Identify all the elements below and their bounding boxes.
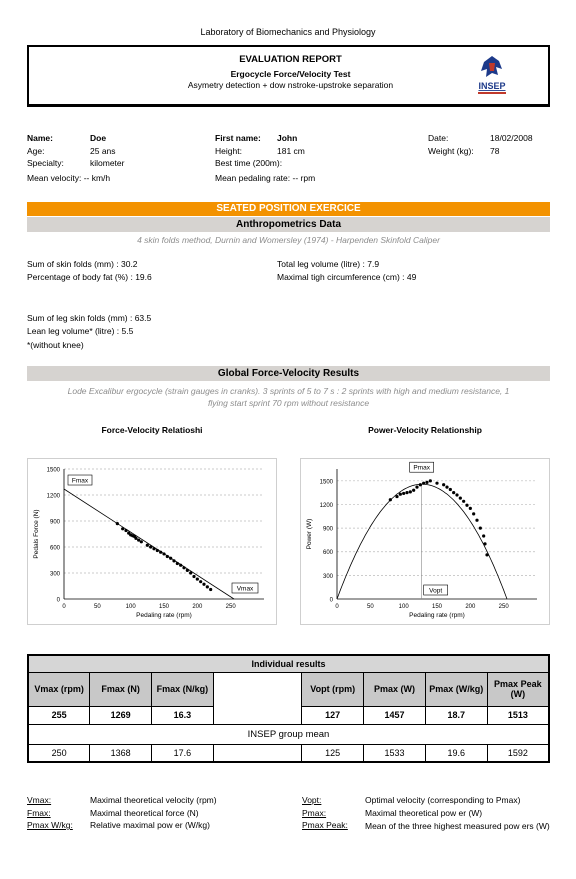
def-desc-vmax: Maximal theoretical velocity (rpm)	[90, 795, 217, 805]
fv-data-point	[156, 549, 159, 552]
report-subtitle: Asymetry detection + dow nstroke-upstroke separation	[187, 80, 394, 90]
pv-data-point	[483, 542, 486, 545]
gm-pmax-kg: 19.6	[425, 744, 487, 762]
knee-note: *(without knee)	[27, 340, 84, 350]
fv-fit-line	[64, 489, 234, 599]
fv-y-tick-label: 300	[49, 571, 60, 578]
pv-data-point	[412, 489, 415, 492]
pv-data-point	[455, 493, 458, 496]
fv-data-point	[152, 547, 155, 550]
fv-y-tick-label: 1200	[46, 493, 60, 500]
gm-vmax: 250	[28, 744, 90, 762]
fv-x-tick-label: 50	[93, 604, 101, 610]
pv-y-tick-label: 1500	[319, 479, 333, 486]
pv-data-point	[409, 490, 412, 493]
pv-data-point	[422, 482, 425, 485]
specialty-label: Specialty:	[27, 158, 64, 168]
def-desc-pmax: Maximal theoretical pow er (W)	[365, 808, 483, 818]
def-term-vopt: Vopt:	[302, 795, 322, 805]
pv-x-tick-label: 250	[498, 604, 509, 610]
fv-data-point	[179, 564, 182, 567]
fv-data-point	[176, 562, 179, 565]
fv-data-point	[192, 575, 195, 578]
anthropometrics-title: Anthropometrics Data	[27, 217, 550, 232]
pv-data-point	[485, 553, 488, 556]
gm-fmax: 1368	[90, 744, 152, 762]
pv-data-point	[415, 486, 418, 489]
fv-x-tick-label: 200	[192, 604, 203, 610]
date-label: Date:	[428, 133, 449, 143]
fv-data-point	[121, 527, 124, 530]
pv-x-tick-label: 50	[366, 604, 374, 610]
pv-data-point	[395, 495, 398, 498]
lab-name: Laboratory of Biomechanics and Physiology	[200, 27, 376, 37]
fv-x-axis-label: Pedaling rate (rpm)	[136, 612, 192, 619]
def-desc-pmax-kg: Relative maximal pow er (W/kg)	[90, 820, 210, 830]
pv-data-point	[442, 483, 445, 486]
pv-chart	[300, 458, 550, 625]
val-fmax-kg: 16.3	[152, 706, 214, 724]
hdr-spacer	[213, 672, 301, 706]
pv-x-axis-label: Pedaling rate (rpm)	[409, 612, 465, 619]
firstname-value: John	[277, 133, 298, 143]
pv-x-tick-label: 200	[465, 604, 476, 610]
body-fat: Percentage of body fat (%) : 19.6	[27, 272, 152, 282]
pv-data-point	[465, 504, 468, 507]
hdr-vopt: Vopt (rpm)	[302, 672, 364, 706]
global-results-title: Global Force-Velocity Results	[27, 366, 550, 381]
fv-data-point	[199, 580, 202, 583]
def-term-fmax: Fmax:	[27, 808, 51, 818]
gm-vopt: 125	[302, 744, 364, 762]
pv-data-point	[389, 498, 392, 501]
pv-pmax-annotation: Pmax	[413, 464, 430, 472]
fv-data-point	[202, 583, 205, 586]
val-spacer	[213, 706, 301, 724]
pv-data-point	[462, 500, 465, 503]
pv-data-point	[405, 491, 408, 494]
group-mean-title: INSEP group mean	[28, 724, 549, 744]
pv-data-point	[469, 507, 472, 510]
besttime-label: Best time (200m):	[215, 158, 283, 168]
def-term-pmax: Pmax:	[302, 808, 327, 818]
pv-data-point	[482, 534, 485, 537]
pv-data-point	[425, 481, 428, 484]
pv-data-point	[472, 512, 475, 515]
fv-data-point	[209, 588, 212, 591]
individual-results-title: Individual results	[28, 655, 549, 672]
fv-fmax-annotation: Fmax	[71, 477, 89, 485]
fv-data-point	[206, 585, 209, 588]
pv-data-point	[479, 526, 482, 529]
gm-fmax-kg: 17.6	[152, 744, 214, 762]
pv-y-tick-label: 900	[322, 526, 333, 533]
fv-data-point	[182, 566, 185, 569]
fv-x-tick-label: 150	[158, 604, 170, 610]
pv-x-tick-label: 100	[398, 604, 409, 610]
lean-leg-volume: Lean leg volume* (litre) : 5.5	[27, 326, 134, 336]
fv-chart-title: Force-Velocity Relatioshi	[101, 425, 203, 435]
fv-data-point	[116, 522, 119, 525]
pv-x-tick-label: 0	[335, 604, 339, 610]
pv-data-point	[475, 519, 478, 522]
report-title: EVALUATION REPORT	[239, 54, 342, 65]
global-desc-line2: flying start sprint 70 rpm without resistance	[207, 398, 370, 408]
def-term-vmax: Vmax:	[27, 795, 52, 805]
hdr-pmax-kg: Pmax (W/kg)	[425, 672, 487, 706]
pv-data-point	[435, 482, 438, 485]
weight-value: 78	[490, 146, 500, 156]
val-vmax: 255	[28, 706, 90, 724]
hdr-pmax: Pmax (W)	[364, 672, 426, 706]
hdr-fmax-kg: Fmax (N/kg)	[152, 672, 214, 706]
pv-y-tick-label: 300	[322, 573, 333, 580]
fv-y-axis-label: Pedals Force (N)	[33, 509, 40, 559]
pv-data-point	[452, 491, 455, 494]
def-term-pmax-kg: Pmax W/kg:	[27, 820, 73, 830]
height-label: Height:	[215, 146, 242, 156]
pv-x-tick-label: 150	[431, 604, 443, 610]
val-pmax-peak: 1513	[487, 706, 549, 724]
age-value: 25 ans	[90, 146, 116, 156]
fv-data-point	[134, 537, 137, 540]
hdr-vmax: Vmax (rpm)	[28, 672, 90, 706]
fv-y-tick-label: 600	[49, 545, 60, 552]
fv-data-point	[186, 569, 189, 572]
fv-data-point	[189, 571, 192, 574]
def-desc-fmax: Maximal theoretical force (N)	[90, 808, 199, 818]
pv-fit-curve	[337, 484, 507, 599]
fv-data-point	[162, 552, 165, 555]
def-desc-vopt: Optimal velocity (corresponding to Pmax)	[365, 795, 521, 805]
pv-vopt-annotation: Vopt	[429, 587, 443, 595]
hdr-fmax: Fmax (N)	[90, 672, 152, 706]
name-label: Name:	[27, 133, 53, 143]
mean-velocity: Mean velocity: -- km/h	[27, 173, 111, 183]
fv-y-tick-label: 0	[56, 597, 60, 604]
fv-x-tick-label: 250	[225, 604, 236, 610]
global-desc-line1: Lode Excalibur ergocycle (strain gauges in cranks). 3 sprints of 5 to 7 s : 2 sprints with high and medium resistance, 1	[67, 386, 510, 396]
fv-data-point	[166, 555, 169, 558]
fv-y-tick-label: 1500	[46, 467, 60, 474]
val-fmax: 1269	[90, 706, 152, 724]
gm-spacer	[213, 744, 301, 762]
insep-logo-icon	[472, 53, 512, 99]
logo-wordmark: INSEP	[478, 81, 506, 91]
pv-data-point	[419, 483, 422, 486]
fv-chart	[27, 458, 277, 625]
height-value: 181 cm	[277, 146, 305, 156]
pv-chart-title: Power-Velocity Relationship	[368, 425, 482, 435]
date-value: 18/02/2008	[490, 133, 533, 143]
age-label: Age:	[27, 146, 45, 156]
pv-chart-svg	[301, 459, 549, 624]
hdr-pmax-peak: Pmax Peak (W)	[487, 672, 549, 706]
val-pmax-kg: 18.7	[425, 706, 487, 724]
fv-y-tick-label: 900	[49, 519, 60, 526]
mean-pedaling-rate: Mean pedaling rate: -- rpm	[215, 173, 316, 183]
insep-logo	[472, 53, 512, 99]
firstname-label: First name:	[215, 133, 261, 143]
report-header-box	[27, 45, 550, 107]
report-test-name: Ergocycle Force/Velocity Test	[230, 69, 351, 79]
val-pmax: 1457	[364, 706, 426, 724]
pv-data-point	[449, 488, 452, 491]
fv-data-point	[137, 538, 140, 541]
fv-data-point	[140, 540, 143, 543]
pv-data-point	[429, 479, 432, 482]
def-term-pmax-peak: Pmax Peak:	[302, 820, 348, 830]
pv-data-point	[459, 497, 462, 500]
pv-y-tick-label: 1200	[319, 502, 333, 509]
individual-results-table	[27, 654, 550, 763]
thigh-circumference: Maximal tigh circumference (cm) : 49	[277, 272, 417, 282]
fv-chart-svg	[28, 459, 276, 624]
pv-y-tick-label: 0	[329, 597, 333, 604]
anthropometrics-method: 4 skin folds method, Durnin and Womersley (1974) - Harpenden Skinfold Caliper	[137, 235, 440, 245]
fv-data-point	[149, 545, 152, 548]
name-value: Doe	[90, 133, 107, 143]
fv-data-point	[169, 557, 172, 560]
val-vopt: 127	[302, 706, 364, 724]
fv-data-point	[196, 577, 199, 580]
fv-x-tick-label: 100	[125, 604, 136, 610]
fv-x-tick-label: 0	[62, 604, 66, 610]
pv-data-point	[402, 492, 405, 495]
fv-data-point	[159, 551, 162, 554]
sum-skinfolds: Sum of skin folds (mm) : 30.2	[27, 259, 138, 269]
seated-position-banner: SEATED POSITION EXERCICE	[27, 202, 550, 216]
pv-data-point	[399, 493, 402, 496]
pv-y-tick-label: 600	[322, 550, 333, 557]
pv-y-axis-label: Power (W)	[306, 518, 313, 550]
weight-label: Weight (kg):	[428, 146, 474, 156]
fv-data-point	[146, 544, 149, 547]
specialty-value: kilometer	[90, 158, 125, 168]
fv-data-point	[172, 559, 175, 562]
gm-pmax-peak: 1592	[487, 744, 549, 762]
def-desc-pmax-peak: Mean of the three highest measured pow ers (W)	[365, 821, 550, 831]
total-leg-volume: Total leg volume (litre) : 7.9	[277, 259, 380, 269]
gm-pmax: 1533	[364, 744, 426, 762]
leg-skinfolds: Sum of leg skin folds (mm) : 63.5	[27, 313, 152, 323]
fv-vmax-annotation: Vmax	[236, 585, 254, 593]
pv-data-point	[445, 486, 448, 489]
fv-data-point	[124, 529, 127, 532]
